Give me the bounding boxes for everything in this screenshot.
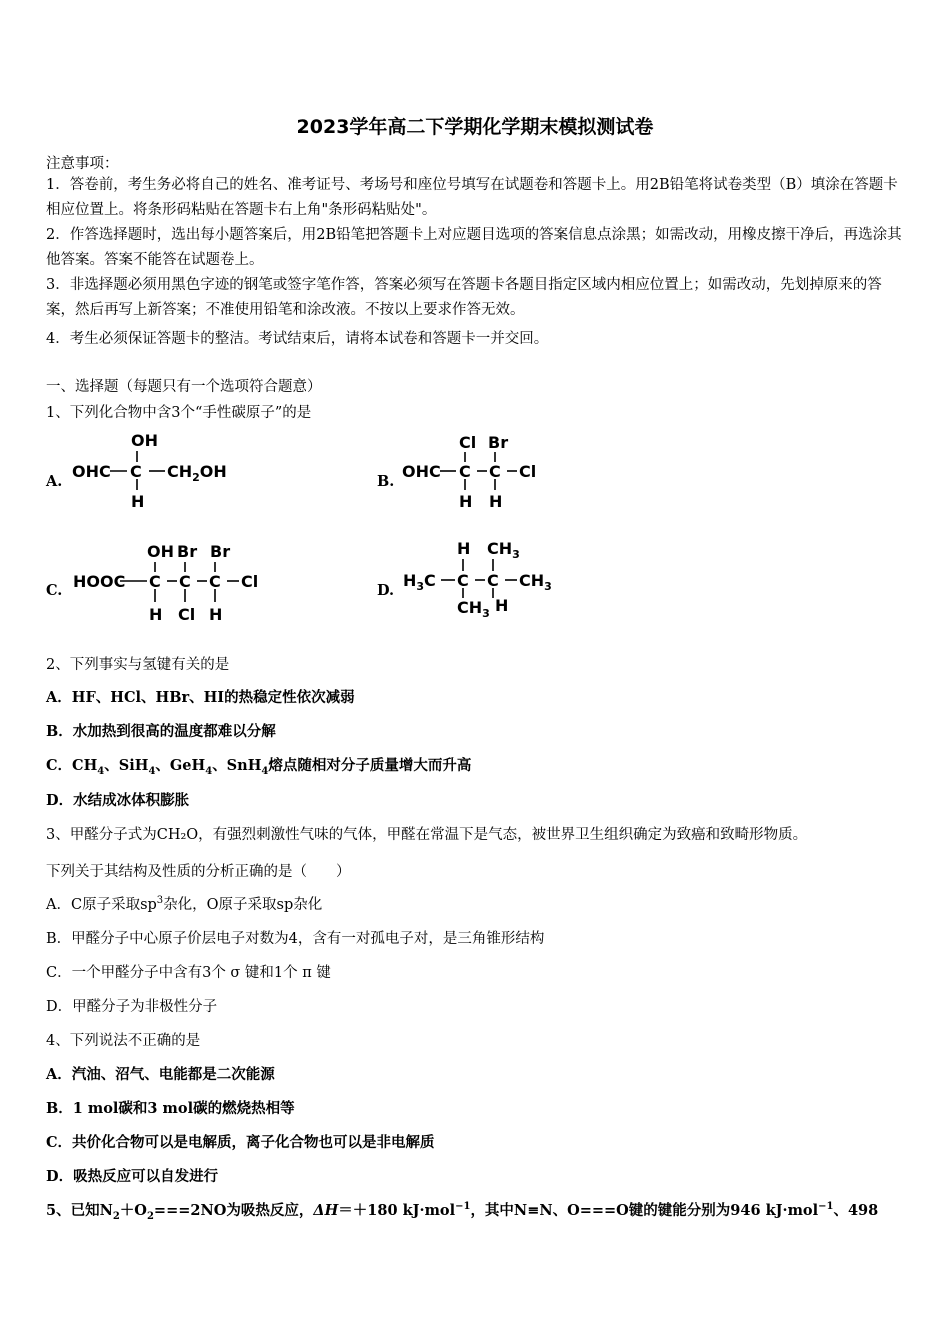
mol-d-carbon1: C	[457, 571, 469, 590]
q5-stem: 5、已知$N_2+O_2===2NO$为吸热反应，ΔH＝＋180 kJ·mol$^{-1}$，其中N≡N、O===O键的键能分别为946 kJ·mol$^{-1}$、498	[46, 1201, 879, 1222]
q1-option-a-structure	[72, 430, 232, 510]
q4-option-c: C．共价化合物可以是电解质，离子化合物也可以是非电解质	[46, 1134, 435, 1151]
q2-option-d: D．水结成冰体积膨胀	[46, 792, 190, 809]
q2-option-b: B．水加热到很高的温度都难以分解	[46, 723, 276, 740]
mol-d-bot2: H	[495, 596, 509, 615]
mol-c-bot3: H	[209, 605, 223, 624]
mol-d-top2: CH	[487, 539, 513, 558]
mol-a-carbon: C	[130, 462, 142, 481]
mol-c-bot1: H	[149, 605, 163, 624]
mol-a-bottom: H	[131, 492, 145, 511]
mol-b-right: Cl	[519, 462, 537, 481]
svg-text:H3C	[403, 571, 436, 593]
mol-d-h: H	[403, 571, 417, 590]
notice-item-2: 2．作答选择题时，选出每小题答案后，用2B铅笔把答题卡上对应题目选项的答案信息点涂黑；如需改动，用橡皮擦干净后，再选涂其他答案。答案不能答在试题卷上。	[46, 227, 902, 268]
mol-d-h3c-c: C	[424, 571, 436, 590]
mol-d-right: CH	[519, 571, 545, 590]
mol-d-bot1-sub: 3	[482, 607, 490, 620]
q1-option-d-label: D.	[377, 582, 395, 599]
mol-b-left: OHC	[402, 462, 441, 481]
q3-stem-2: 下列关于其结构及性质的分析正确的是（ ）	[46, 864, 351, 880]
mol-b-top1: Cl	[459, 433, 477, 452]
mol-d-h-sub: 3	[416, 580, 425, 593]
q3-option-a: A．C原子采取$sp^3$杂化，O原子采取sp杂化	[46, 895, 323, 913]
q1-option-c-label: C.	[46, 582, 63, 599]
mol-d-carbon2: C	[487, 571, 499, 590]
notice-heading: 注意事项：	[46, 156, 119, 172]
q4-option-b: B．1 mol碳和3 mol碳的燃烧热相等	[46, 1100, 295, 1117]
mol-c-carbon3: C	[209, 572, 221, 591]
mol-b-carbon1: C	[459, 462, 471, 481]
q2-stem: 2、下列事实与氢键有关的是	[46, 657, 230, 673]
mol-c-top1: OH	[147, 542, 174, 561]
page-title: 2023学年高二下学期化学期末模拟测试卷	[296, 116, 654, 138]
mol-a-right-end: OH	[199, 462, 227, 481]
notice-item-3: 3．非选择题必须用黑色字迹的钢笔或签字笔作答，答案必须写在答题卡各题目指定区域内相应位置上；如需改动，先划掉原来的答案，然后再写上新答案；不准使用铅笔和涂改液。不按以上要求作答无效。	[46, 277, 882, 318]
q1-stem: 1、下列化合物中含3个“手性碳原子”的是	[46, 405, 312, 421]
mol-a-right: CH	[167, 462, 193, 481]
svg-text:CH2OH	[167, 462, 227, 484]
q2-option-a: A．HF、HCl、HBr、HI的热稳定性依次减弱	[46, 689, 355, 706]
notice-item-4: 4．考生必须保证答题卡的整洁。考试结束后，请将本试卷和答题卡一并交回。	[46, 331, 549, 347]
mol-d-bot1: CH	[457, 598, 483, 617]
mol-c-top2: Br	[177, 542, 198, 561]
mol-c-left: HOOC	[73, 572, 126, 591]
q3-stem: 3、甲醛分子式为CH₂O，有强烈刺激性气味的气体，甲醛在常温下是气态，被世界卫生组织确定为致癌和致畸形物质。	[46, 827, 808, 843]
mol-b-carbon2: C	[489, 462, 501, 481]
mol-a-right-sub: 2	[192, 471, 200, 484]
mol-b-bot1: H	[459, 492, 473, 511]
svg-text:CH3	[457, 598, 490, 620]
svg-text:CH3	[519, 571, 552, 593]
q3-option-b: B．甲醛分子中心原子价层电子对数为4，含有一对孤电子对，是三角锥形结构	[46, 931, 545, 947]
q2-option-c: C．$CH_4$、SiH$_4$、GeH$_4$、SnH$_4$熔点随相对分子质量增大而升高	[46, 757, 472, 777]
mol-c-bot2: Cl	[178, 605, 196, 624]
mol-d-top2-sub: 3	[512, 548, 520, 561]
mol-c-carbon2: C	[179, 572, 191, 591]
mol-b-bot2: H	[489, 492, 503, 511]
svg-text:CH3	[487, 539, 520, 561]
mol-a-left: OHC	[72, 462, 111, 481]
mol-a-top: OH	[131, 431, 158, 450]
q3-option-c: C．一个甲醛分子中含有3个 σ 键和1个 π 键	[46, 965, 331, 981]
q1-option-b-structure	[402, 430, 552, 510]
notice-item-1: 1．答卷前，考生务必将自己的姓名、准考证号、考场号和座位号填写在试题卷和答题卡上。用2B铅笔将试卷类型（B）填涂在答题卡相应位置上。将条形码粘贴在答题卡右上角"条形码粘贴处"。	[46, 177, 898, 218]
mol-c-carbon1: C	[149, 572, 161, 591]
q1-option-a-label: A.	[46, 473, 63, 490]
q1-option-d-structure	[403, 536, 563, 626]
mol-c-right: Cl	[241, 572, 259, 591]
q1-option-b-label: B.	[377, 473, 395, 490]
mol-d-right-sub: 3	[544, 580, 552, 593]
section-heading: 一、选择题（每题只有一个选项符合题意）	[46, 379, 322, 395]
q4-option-a: A．汽油、沼气、电能都是二次能源	[46, 1066, 275, 1083]
mol-b-top2: Br	[488, 433, 509, 452]
mol-d-top1: H	[457, 539, 471, 558]
q4-option-d: D．吸热反应可以自发进行	[46, 1168, 219, 1185]
q1-option-c-structure	[73, 540, 273, 625]
q3-option-d: D．甲醛分子为非极性分子	[46, 999, 218, 1015]
mol-c-top3: Br	[210, 542, 231, 561]
q4-stem: 4、下列说法不正确的是	[46, 1033, 201, 1049]
